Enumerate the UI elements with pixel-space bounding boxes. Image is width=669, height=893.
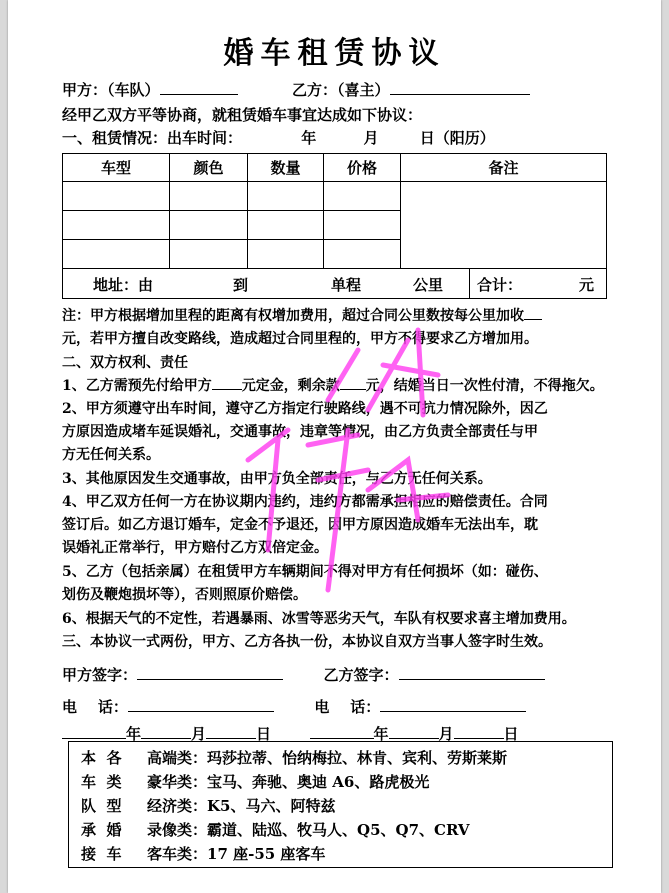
section1-month: 月 — [363, 129, 379, 147]
clause-4-line-1: 4、甲乙双方任何一方在协议期内违约，违约方都需承担相应的赔偿责任。合同 — [62, 494, 548, 510]
fleet-category: 录像类： — [147, 821, 208, 839]
balance-blank[interactable] — [340, 375, 366, 390]
fleet-row — [81, 771, 429, 792]
party-a-label: 甲方：（车队） — [62, 81, 160, 99]
party-b-year: 年 — [373, 725, 389, 743]
header-color: 颜色 — [170, 154, 248, 182]
clause-2-line-3: 方无任何关系。 — [62, 447, 160, 463]
section1-line — [62, 127, 495, 148]
party-b-month: 月 — [438, 725, 454, 743]
footer-total: 合计： — [477, 276, 523, 294]
note-line-1 — [62, 305, 542, 325]
table-header-row — [63, 154, 607, 182]
table-cell[interactable] — [324, 211, 401, 240]
fleet-category: 经济类： — [147, 797, 208, 815]
clause-4-line-2: 签订后。如乙方退订婚车，定金不予退还，因甲方原因造成婚车无法出车，耽 — [62, 517, 538, 533]
fleet-row — [81, 795, 336, 816]
remarks-cell[interactable] — [401, 182, 607, 269]
fleet-category: 高端类： — [147, 749, 208, 767]
table-footer-row — [63, 269, 607, 299]
party-b-phone-label: 电 话： — [314, 698, 381, 716]
section1-year: 年 — [301, 129, 317, 147]
table-cell[interactable] — [248, 211, 324, 240]
party-b-blank[interactable] — [390, 80, 530, 95]
clause1-part-c: 元，结婚当日一次性付清，不得拖欠。 — [365, 378, 604, 394]
note-line-2: 元，若甲方擅自改变路线，造成超过合同里程的，甲方不得要求乙方增加用。 — [62, 331, 538, 347]
fleet-row — [81, 747, 507, 768]
party-a-signature-label: 甲方签字： — [62, 666, 138, 684]
party-a-phone-blank[interactable] — [128, 697, 274, 712]
document-title: 婚车租赁协议 — [223, 36, 446, 71]
fleet-side-label: 队 型 — [81, 797, 122, 815]
party-a-phone-label: 电 话： — [62, 698, 128, 716]
party-a-month-blank[interactable] — [141, 724, 191, 739]
party-a-day-blank[interactable] — [206, 724, 256, 739]
party-line — [62, 79, 530, 100]
table-cell[interactable] — [63, 240, 170, 269]
party-b-signature-blank[interactable] — [399, 665, 545, 680]
section1-day: 日（阳历） — [419, 129, 495, 147]
table-row — [63, 182, 607, 211]
party-b-phone-blank[interactable] — [380, 697, 526, 712]
footer-address: 地址：由 — [93, 276, 154, 294]
party-b-year-blank[interactable] — [310, 724, 374, 739]
footer-km: 公里 — [413, 276, 444, 294]
party-b-day: 日 — [503, 725, 519, 743]
footer-to: 到 — [233, 276, 249, 294]
fleet-category: 客车类： — [147, 845, 208, 863]
header-car-type: 车型 — [63, 154, 170, 182]
intro-text: 经甲乙双方平等协商，就租赁婚车事宜达成如下协议： — [62, 106, 423, 124]
party-b-signature-label: 乙方签字： — [323, 666, 399, 684]
table-cell[interactable] — [170, 240, 248, 269]
fleet-cars: 宝马、奔驰、奥迪 A6、路虎极光 — [207, 773, 430, 791]
document-page — [8, 0, 661, 893]
clause-2-line-1: 2、甲方须遵守出车时间，遵守乙方指定行驶路线，遇不可抗力情况除外，因乙 — [62, 401, 548, 417]
signature-line — [62, 664, 545, 685]
fleet-side-label: 本 各 — [81, 749, 122, 767]
fleet-cars: 17 座-55 座客车 — [207, 845, 326, 863]
clause-4-line-3: 误婚礼正常举行，甲方赔付乙方双倍定金。 — [62, 540, 328, 556]
clause-3: 3、其他原因发生交通事故，由甲方负全部责任，与乙方无任何关系。 — [62, 471, 492, 487]
clause1-part-b: 元定金，剩余款 — [241, 378, 340, 394]
section3-text: 三、本协议一式两份，甲方、乙方各执一份，本协议自双方当事人签字时生效。 — [62, 634, 552, 650]
header-price: 价格 — [324, 154, 401, 182]
party-b-label: 乙方：（喜主） — [291, 81, 390, 99]
table-cell[interactable] — [170, 182, 248, 211]
clause-5-line-1: 5、乙方（包括亲属）在租赁甲方车辆期间不得对甲方有任何损坏（如：碰伤、 — [62, 564, 548, 580]
table-cell[interactable] — [248, 182, 324, 211]
table-cell[interactable] — [324, 240, 401, 269]
per-km-blank[interactable] — [524, 305, 542, 320]
clause-1 — [62, 375, 604, 395]
clause-5-line-2: 划伤及鞭炮损坏等），否则照原价赔偿。 — [62, 587, 307, 603]
party-a-blank[interactable] — [160, 80, 238, 95]
fleet-row — [81, 843, 325, 864]
section2-heading: 二、双方权利、责任 — [62, 355, 188, 371]
rental-table — [62, 153, 607, 299]
phone-line — [62, 696, 526, 717]
party-b-day-blank[interactable] — [454, 724, 504, 739]
clause-2-line-2: 方原因造成堵车延误婚礼，交通事故，违章等情况，由乙方负责全部责任与甲 — [62, 424, 538, 440]
party-a-year-blank[interactable] — [62, 724, 126, 739]
party-a-month: 月 — [191, 725, 207, 743]
fleet-cars: 霸道、陆巡、牧马人、Q5、Q7、CRV — [207, 821, 470, 839]
clause-6: 6、根据天气的不定性，若遇暴雨、冰雪等恶劣天气，车队有权要求喜主增加费用。 — [62, 611, 576, 627]
table-cell[interactable] — [324, 182, 401, 211]
section1-heading: 一、租赁情况：出车时间： — [62, 129, 243, 147]
party-a-day: 日 — [256, 725, 272, 743]
fleet-row — [81, 819, 470, 840]
party-a-year: 年 — [126, 725, 142, 743]
table-cell[interactable] — [170, 211, 248, 240]
footer-divider — [469, 269, 470, 298]
fleet-cars: K5、马六、阿特兹 — [207, 797, 336, 815]
party-b-month-blank[interactable] — [389, 724, 439, 739]
fleet-box — [68, 741, 613, 868]
footer-yuan: 元 — [579, 276, 595, 294]
table-cell[interactable] — [63, 182, 170, 211]
party-a-signature-blank[interactable] — [137, 665, 283, 680]
fleet-side-label: 承 婚 — [81, 821, 122, 839]
fleet-side-label: 车 类 — [81, 773, 122, 791]
fleet-cars: 玛莎拉蒂、怡纳梅拉、林肯、宾利、劳斯莱斯 — [207, 749, 508, 767]
deposit-blank[interactable] — [212, 375, 242, 390]
fleet-side-label: 接 车 — [81, 845, 122, 863]
clause1-part-a: 1、乙方需预先付给甲方 — [62, 378, 212, 394]
header-quantity: 数量 — [248, 154, 324, 182]
table-cell[interactable] — [63, 211, 170, 240]
fleet-category: 豪华类： — [147, 773, 208, 791]
footer-single-trip: 单程 — [331, 276, 362, 294]
note-text-1: 注：甲方根据增加里程的距离有权增加费用，超过合同公里数按每公里加收 — [62, 308, 524, 324]
footer-cell — [63, 269, 607, 299]
header-remarks: 备注 — [401, 154, 607, 182]
table-cell[interactable] — [248, 240, 324, 269]
